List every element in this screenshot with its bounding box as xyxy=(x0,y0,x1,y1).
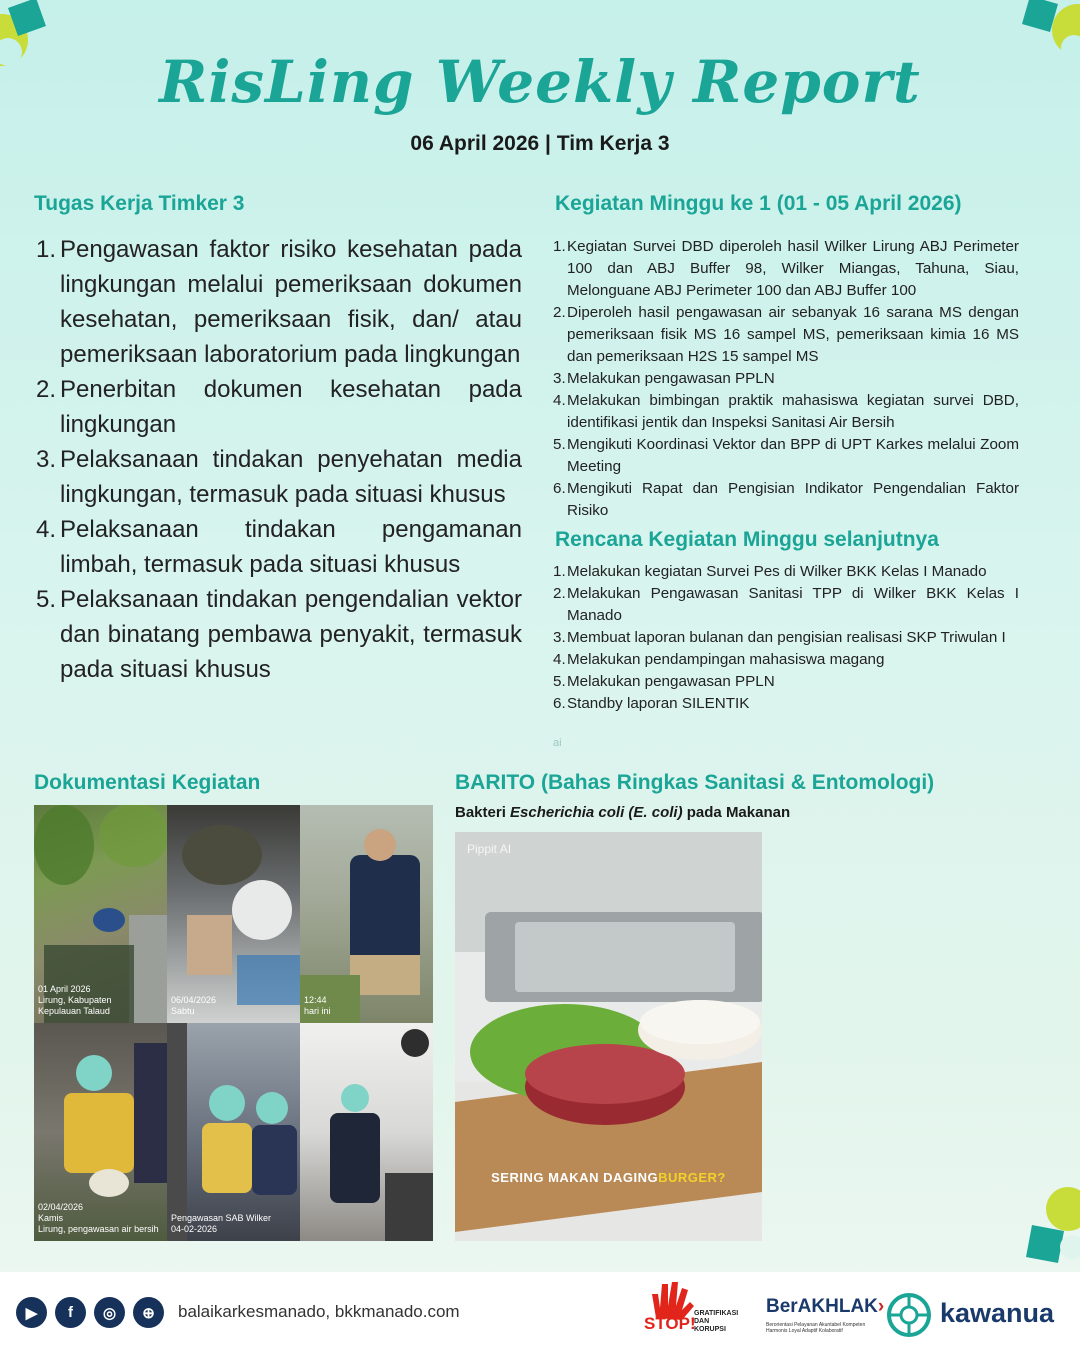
report-subtitle: 06 April 2026 | Tim Kerja 3 xyxy=(410,132,670,155)
list-item: 3. Membuat laporan bulanan dan pengisian realisasi SKP Triwulan I xyxy=(553,629,1006,646)
footer-handle[interactable]: balaikarkesmanado, bkkmanado.com xyxy=(178,1302,460,1321)
kawanua-wordmark: kawanua xyxy=(940,1298,1055,1328)
corner-ornament-bottom-right xyxy=(1008,1185,1080,1265)
list-item: 3. Pelaksanaan tindakan penyehatan media lingkungan, termasuk pada situasi khusus xyxy=(36,446,522,508)
rencana-heading: Rencana Kegiatan Minggu selanjutnya xyxy=(555,528,939,551)
tugas-heading: Tugas Kerja Timker 3 xyxy=(34,192,245,215)
list-item: 6. Mengikuti Rapat dan Pengisian Indikator Pengendalian Faktor Risiko xyxy=(553,480,1019,519)
photo-sampling xyxy=(34,1023,167,1241)
photo-caption: 12:44 hari ini xyxy=(304,995,331,1016)
list-item: 4. Pelaksanaan tindakan pengamanan limbah, termasuk pada situasi khusus xyxy=(36,516,522,578)
stop-gratifikasi-logo xyxy=(642,1280,742,1342)
list-item: 5. Pelaksanaan tindakan pengendalian vektor dan binatang pembawa penyakit, termasuk pada situasi khusus xyxy=(36,586,522,683)
berakhlak-subtext: Berorientasi Pelayanan Akuntabel Kompeten Harmonis Loyal Adaptif Kolaboratif xyxy=(766,1322,866,1334)
list-item: 2. Penerbitan dokumen kesehatan pada lingkungan xyxy=(36,376,522,438)
dokumentasi-heading: Dokumentasi Kegiatan xyxy=(34,771,261,794)
kawanua-logo-icon xyxy=(886,1292,932,1338)
list-item: 3. Melakukan pengawasan PPLN xyxy=(553,370,775,387)
tugas-list xyxy=(36,232,522,687)
photo-water-sample xyxy=(167,805,300,1023)
globe-icon[interactable]: ⊕ xyxy=(133,1297,164,1328)
photo-kitchen xyxy=(300,1023,433,1241)
photo-illustration xyxy=(300,1023,433,1241)
pippit-watermark: Pippit AI xyxy=(467,842,512,856)
list-item: 6. Standby laporan SILENTIK xyxy=(553,695,750,712)
list-item: 4. Melakukan pendampingan mahasiswa magang xyxy=(553,651,885,668)
list-item: 5. Mengikuti Koordinasi Vektor dan BPP di UPT Karkes melalui Zoom Meeting xyxy=(553,436,1019,475)
photo-team-inspection xyxy=(167,1023,300,1241)
photo-field-survey xyxy=(34,805,167,1023)
ai-watermark: ai xyxy=(553,737,562,749)
photo-caption: 02/04/2026 Kamis Lirung, pengawasan air bersih xyxy=(38,1202,159,1234)
barito-subtitle: Bakteri Escherichia coli (E. coli) pada Makanan xyxy=(455,804,791,821)
report-title: RisLing Weekly Report xyxy=(159,48,921,116)
photo-inspection xyxy=(300,805,433,1023)
photo-illustration xyxy=(167,1023,300,1241)
list-item: 1. Pengawasan faktor risiko kesehatan pada lingkungan melalui pemeriksaan dokumen kesehatan, pemeriksaan fisik, dan/ atau pemeriksaan laboratorium pada lingkungan xyxy=(36,236,522,368)
photo-caption: Pengawasan SAB Wilker 04-02-2026 xyxy=(171,1213,272,1234)
list-item: 5. Melakukan pengawasan PPLN xyxy=(553,673,775,690)
berakhlak-logo: BerAKHLAK› xyxy=(766,1296,885,1317)
list-item: 2. Melakukan Pengawasan Sanitasi TPP di Wilker BKK Kelas I Manado xyxy=(553,585,1019,624)
list-item: 1. Melakukan kegiatan Survei Pes di Wilker BKK Kelas I Manado xyxy=(553,563,987,580)
photo-caption: 06/04/2026 Sabtu xyxy=(171,995,217,1016)
list-item: 4. Melakukan bimbingan praktik mahasiswa kegiatan survei DBD, identifikasi jentik dan Inspeksi Sanitasi Air Bersih xyxy=(553,392,1019,431)
photo-caption: 01 April 2026 Lirung, Kabupaten Kepulauan Talaud xyxy=(38,984,112,1016)
instagram-icon[interactable]: ◎ xyxy=(94,1297,125,1328)
list-item: 1. Kegiatan Survei DBD diperoleh hasil Wilker Lirung ABJ Perimeter 100 dan ABJ Buffer 98, Wilker Miangas, Tahuna, Siau, Melonguane ABJ Perimeter 100 dan ABJ Buffer 100 xyxy=(553,238,1019,299)
rencana-list xyxy=(553,561,1019,715)
burger-caption: SERING MAKAN DAGINGBURGER? xyxy=(491,1170,726,1185)
burger-image xyxy=(455,832,762,1241)
footer xyxy=(0,1272,1080,1350)
kegiatan-heading: Kegiatan Minggu ke 1 (01 - 05 April 2026) xyxy=(555,192,962,215)
photo-collage xyxy=(34,805,433,1241)
kegiatan-list xyxy=(553,236,1019,522)
facebook-icon[interactable]: f xyxy=(55,1297,86,1328)
stop-word: STOP! xyxy=(644,1314,696,1333)
youtube-icon[interactable]: ▶ xyxy=(16,1297,47,1328)
stop-subtext: GRATIFIKASI DAN KORUPSI xyxy=(694,1310,739,1333)
photo-illustration xyxy=(167,805,300,1023)
photo-illustration xyxy=(300,805,433,1023)
list-item: 2. Diperoleh hasil pengawasan air sebanyak 16 sarana MS dengan pemeriksaan fisik MS 16 sampel MS, pemeriksaan kimia 16 MS dan pemeriksaan H2S 15 sampel MS xyxy=(553,304,1019,365)
barito-heading: BARITO (Bahas Ringkas Sanitasi & Entomologi) xyxy=(455,771,935,794)
social-icons xyxy=(16,1297,164,1328)
